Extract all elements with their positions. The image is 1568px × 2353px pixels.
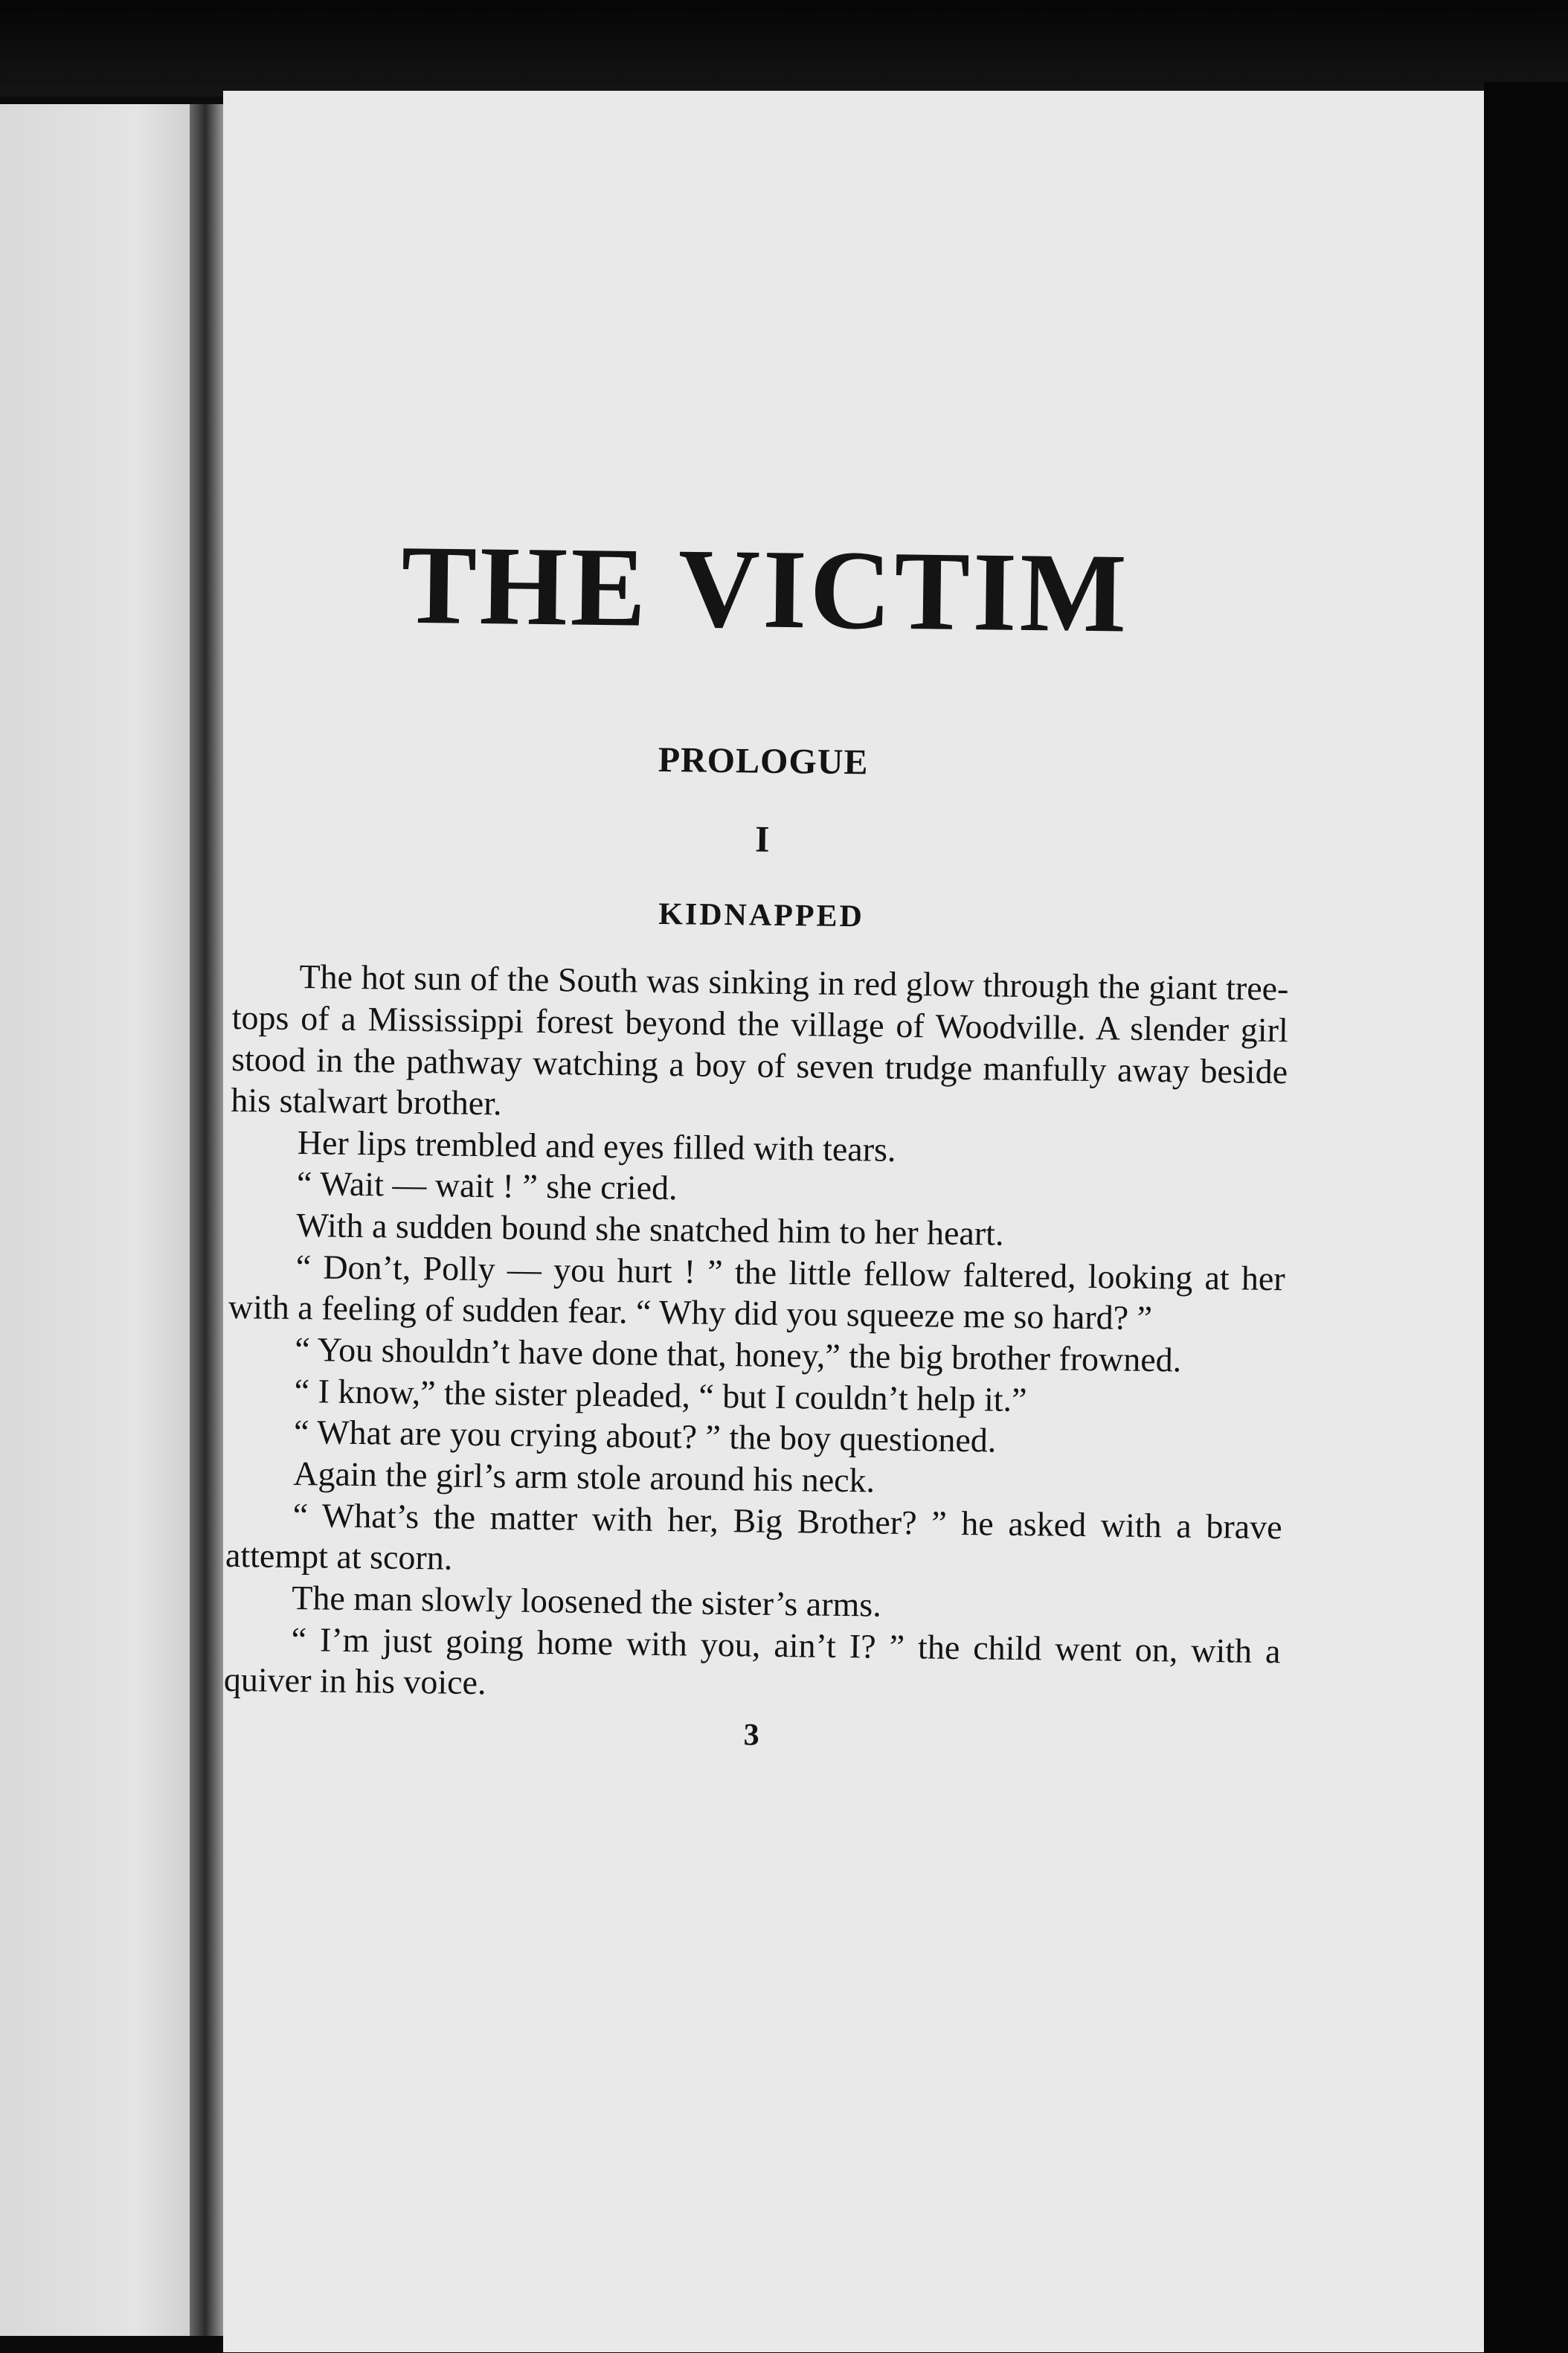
paragraph: With a sudden bound she snatched him to her heart. (296, 1206, 1004, 1253)
book-title: THE VICTIM (400, 521, 1131, 656)
paragraph: “ I know,” the sister pleaded, “ but I couldn’t help it.” (294, 1371, 1027, 1419)
paragraph: “ You shouldn’t have done that, honey,” the big brother frowned. (295, 1330, 1182, 1379)
section-heading: PROLOGUE (658, 740, 869, 783)
page-text (223, 521, 1294, 1759)
scan-top-border (0, 0, 1568, 97)
scan-right-border (1484, 82, 1568, 2353)
paragraph: “ Wait — wait ! ” she cried. (296, 1164, 678, 1207)
chapter-number: I (754, 818, 770, 860)
paragraph: Again the girl’s arm stole around his neck. (293, 1454, 875, 1500)
left-page-edge (0, 104, 195, 2336)
paragraph: “ What are you crying about? ” the boy questioned. (293, 1413, 997, 1460)
paragraph: “ What’s the matter with her, Big Brother? ” he asked with a brave attempt at scorn. (225, 1495, 1282, 1577)
paragraph: Her lips trembled and eyes filled with tears. (297, 1123, 896, 1169)
page-number: 3 (743, 1718, 759, 1753)
paragraph: The man slowly loosened the sister’s arms. (292, 1579, 882, 1624)
paragraph: “ I’m just going home with you, ain’t I? ” the child went on, with a quiver in his voice. (223, 1620, 1281, 1702)
paragraph: “ Don’t, Polly — you hurt ! ” the little fellow faltered, looking at her with a feeling of sudden fear. “ Why did you squeeze me so hard? ” (228, 1247, 1285, 1338)
paragraph: The hot sun of the South was sinking in red glow through the giant tree-tops of a Mississippi forest beyond the village of Woodville. A slender girl stood in the pathway watching a boy of seven trudge manfully away beside his stalwart brother. (231, 957, 1289, 1123)
chapter-title: KIDNAPPED (658, 897, 865, 934)
